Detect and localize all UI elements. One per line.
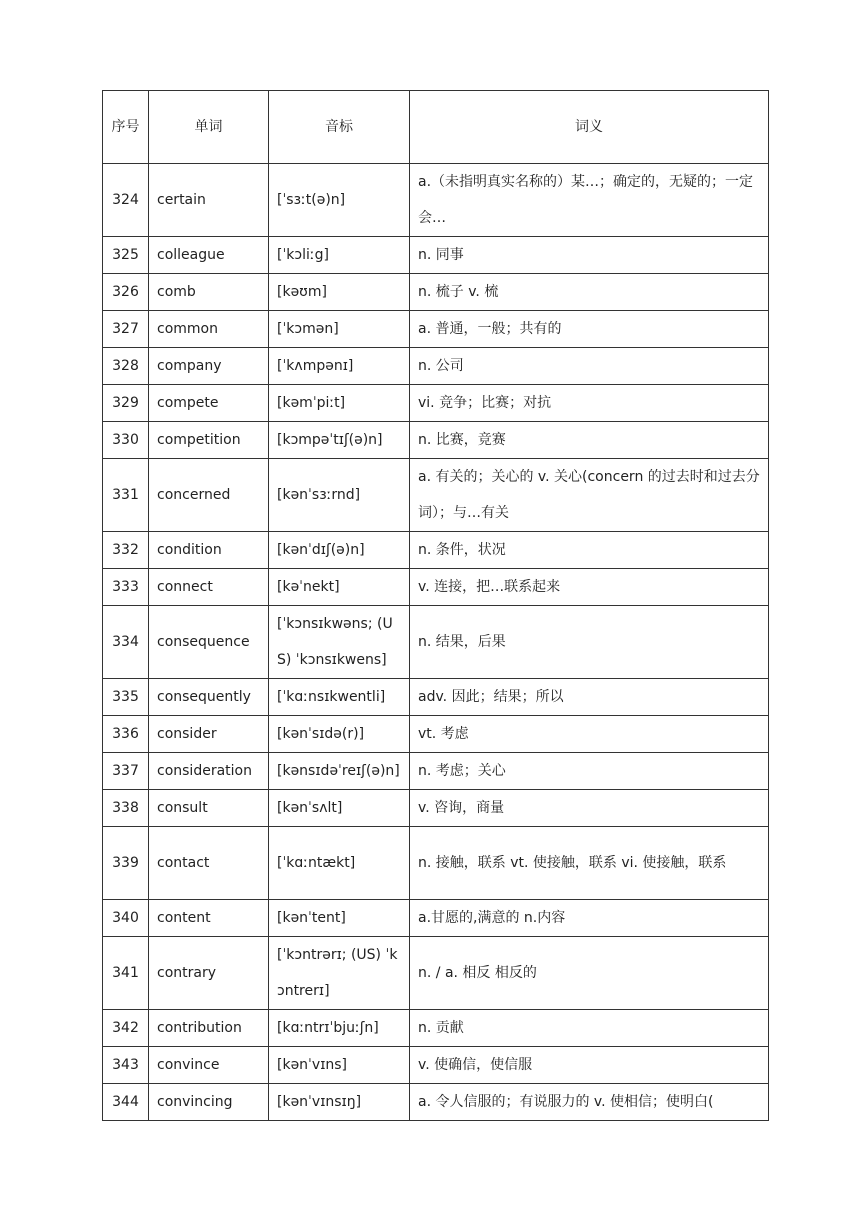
table-row (103, 679, 769, 716)
row-phonetic: [kənˈsɪdə(r)] (269, 716, 410, 753)
row-word: company (149, 348, 269, 385)
row-phonetic: [kəˈnekt] (269, 569, 410, 606)
row-index: 343 (103, 1047, 149, 1084)
row-phonetic: [kənˈsɜːrnd] (269, 459, 410, 532)
row-meaning: a. 令人信服的；有说服力的 v. 使相信；使明白( (410, 1084, 769, 1121)
row-index: 325 (103, 237, 149, 274)
row-meaning: a.甘愿的,满意的 n.内容 (410, 900, 769, 937)
table-row (103, 164, 769, 237)
row-meaning: n. / a. 相反 相反的 (410, 937, 769, 1010)
table-row (103, 937, 769, 1010)
table-row (103, 1047, 769, 1084)
table-row (103, 385, 769, 422)
table-row (103, 422, 769, 459)
row-phonetic: [ˈsɜːt(ə)n] (269, 164, 410, 237)
row-index: 336 (103, 716, 149, 753)
row-word: comb (149, 274, 269, 311)
table-row (103, 790, 769, 827)
row-phonetic: [kənˈtent] (269, 900, 410, 937)
header-phonetic: 音标 (269, 91, 410, 164)
row-index: 331 (103, 459, 149, 532)
row-meaning: n. 结果，后果 (410, 606, 769, 679)
row-word: condition (149, 532, 269, 569)
table-row (103, 274, 769, 311)
row-phonetic: [kɑːntrɪˈbjuːʃn] (269, 1010, 410, 1047)
row-index: 338 (103, 790, 149, 827)
table-row (103, 1010, 769, 1047)
table-row (103, 1084, 769, 1121)
row-index: 335 (103, 679, 149, 716)
row-phonetic: [kənˈsʌlt] (269, 790, 410, 827)
table-row (103, 753, 769, 790)
row-meaning: n. 梳子 v. 梳 (410, 274, 769, 311)
row-phonetic: [kəmˈpiːt] (269, 385, 410, 422)
row-word: consequence (149, 606, 269, 679)
table-row (103, 827, 769, 900)
row-index: 332 (103, 532, 149, 569)
row-phonetic: [ˈkɔliːg] (269, 237, 410, 274)
row-word: convince (149, 1047, 269, 1084)
row-word: certain (149, 164, 269, 237)
row-phonetic: [kəʊm] (269, 274, 410, 311)
row-index: 337 (103, 753, 149, 790)
row-index: 324 (103, 164, 149, 237)
row-word: contrary (149, 937, 269, 1010)
row-index: 342 (103, 1010, 149, 1047)
row-word: content (149, 900, 269, 937)
row-index: 333 (103, 569, 149, 606)
row-meaning: n. 贡献 (410, 1010, 769, 1047)
row-meaning: a. 有关的；关心的 v. 关心(concern 的过去时和过去分词）；与…有关 (410, 459, 769, 532)
row-phonetic: [kənˈvɪnsɪŋ] (269, 1084, 410, 1121)
row-word: consider (149, 716, 269, 753)
table-row (103, 532, 769, 569)
row-word: competition (149, 422, 269, 459)
row-meaning: vi. 竞争；比赛；对抗 (410, 385, 769, 422)
table-row (103, 237, 769, 274)
table-row (103, 900, 769, 937)
row-word: contribution (149, 1010, 269, 1047)
row-index: 344 (103, 1084, 149, 1121)
row-phonetic: [ˈkɑːnsɪkwentli] (269, 679, 410, 716)
row-word: convincing (149, 1084, 269, 1121)
row-index: 341 (103, 937, 149, 1010)
row-meaning: vt. 考虑 (410, 716, 769, 753)
row-meaning: v. 连接，把…联系起来 (410, 569, 769, 606)
row-meaning: v. 使确信，使信服 (410, 1047, 769, 1084)
row-word: common (149, 311, 269, 348)
row-phonetic: [kənˈvɪns] (269, 1047, 410, 1084)
row-phonetic: [ˈkʌmpənɪ] (269, 348, 410, 385)
row-meaning: adv. 因此；结果；所以 (410, 679, 769, 716)
row-word: consult (149, 790, 269, 827)
row-phonetic: [kənˈdɪʃ(ə)n] (269, 532, 410, 569)
row-meaning: n. 条件，状况 (410, 532, 769, 569)
row-word: contact (149, 827, 269, 900)
table-row (103, 716, 769, 753)
header-row (103, 91, 769, 164)
row-phonetic: [ˈkɔntrərɪ; (US) ˈkɔntrerɪ] (269, 937, 410, 1010)
header-index: 序号 (103, 91, 149, 164)
table-row (103, 606, 769, 679)
row-index: 326 (103, 274, 149, 311)
row-index: 330 (103, 422, 149, 459)
header-word: 单词 (149, 91, 269, 164)
row-meaning: v. 咨询，商量 (410, 790, 769, 827)
row-phonetic: [ˈkɑːntækt] (269, 827, 410, 900)
row-index: 340 (103, 900, 149, 937)
row-meaning: n. 比赛，竞赛 (410, 422, 769, 459)
row-meaning: a.（未指明真实名称的）某…；确定的，无疑的；一定会… (410, 164, 769, 237)
row-index: 339 (103, 827, 149, 900)
row-index: 329 (103, 385, 149, 422)
table-row (103, 311, 769, 348)
row-index: 328 (103, 348, 149, 385)
row-meaning: n. 接触，联系 vt. 使接触，联系 vi. 使接触，联系 (410, 827, 769, 900)
row-index: 327 (103, 311, 149, 348)
row-word: colleague (149, 237, 269, 274)
row-phonetic: [ˈkɔmən] (269, 311, 410, 348)
row-meaning: a. 普通，一般；共有的 (410, 311, 769, 348)
row-phonetic: [kənsɪdəˈreɪʃ(ə)n] (269, 753, 410, 790)
row-index: 334 (103, 606, 149, 679)
row-word: consequently (149, 679, 269, 716)
row-meaning: n. 考虑；关心 (410, 753, 769, 790)
row-word: concerned (149, 459, 269, 532)
table-row (103, 569, 769, 606)
row-word: consideration (149, 753, 269, 790)
row-word: connect (149, 569, 269, 606)
row-phonetic: [kɔmpəˈtɪʃ(ə)n] (269, 422, 410, 459)
row-meaning: n. 同事 (410, 237, 769, 274)
table-row (103, 459, 769, 532)
header-meaning: 词义 (410, 91, 769, 164)
row-word: compete (149, 385, 269, 422)
row-phonetic: [ˈkɔnsɪkwəns; (US) ˈkɔnsɪkwens] (269, 606, 410, 679)
vocabulary-table (102, 90, 769, 1121)
row-meaning: n. 公司 (410, 348, 769, 385)
table-row (103, 348, 769, 385)
